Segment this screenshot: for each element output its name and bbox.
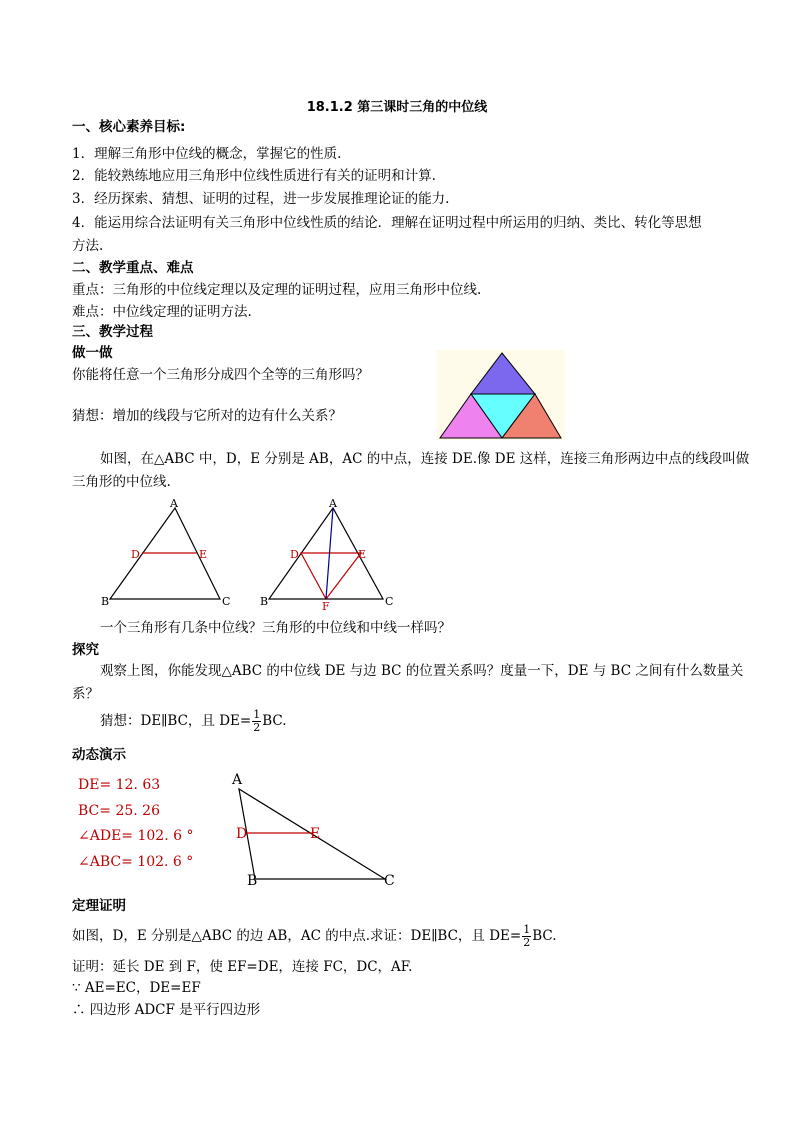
- fraction-denominator: 2: [523, 936, 531, 949]
- measurement-bc: BC= 25. 26: [78, 803, 160, 819]
- label-a: A: [170, 497, 178, 510]
- label-a: A: [329, 497, 337, 510]
- subheading-explore: 探究: [72, 642, 99, 658]
- proof-statement-suffix: BC.: [532, 928, 557, 944]
- proof-statement: [72, 922, 557, 950]
- question-text: 一个三角形有几条中位线？三角形的中位线和中线一样吗？: [100, 620, 451, 636]
- question-text: 你能将任意一个三角形分成四个全等的三角形吗？: [72, 367, 369, 383]
- key-point: 重点：三角形的中位线定理以及定理的证明过程，应用三角形中位线.: [72, 282, 482, 298]
- goal-item: 3．经历探索、猜想、证明的过程，进一步发展推理论证的能力.: [72, 191, 450, 207]
- guess-suffix: BC.: [262, 713, 287, 729]
- measurement-angle-abc: ∠ABC= 102. 6 °: [78, 854, 194, 870]
- fraction-half: [252, 709, 261, 734]
- guess-formula: [100, 707, 287, 735]
- goal-item: 4．能运用综合法证明有关三角形中位线性质的结论．理解在证明过程中所运用的归纳、类比、转化等思想: [72, 215, 702, 231]
- label-b: B: [101, 595, 110, 608]
- triangle-midlines-median-figure: [255, 495, 400, 615]
- label-c: C: [384, 873, 395, 889]
- observe-text: 系？: [72, 686, 99, 702]
- subheading-proof: 定理证明: [72, 898, 126, 914]
- label-d: D: [131, 548, 140, 561]
- proof-line: ∵ AE=EC，DE=EF: [72, 980, 201, 996]
- definition-text: 三角形的中位线.: [72, 474, 171, 490]
- proof-statement-prefix: 如图，D，E 分别是△ABC 的边 AB，AC 的中点.求证：DE∥BC，且 DE=: [72, 928, 522, 944]
- guess-prefix: 猜想：DE∥BC，且 DE=: [100, 713, 252, 729]
- goal-item: 方法.: [72, 238, 104, 254]
- measurement-angle-ade: ∠ADE= 102. 6 °: [78, 828, 194, 844]
- fraction-half: [522, 924, 531, 949]
- section-heading-goals: 一、核心素养目标:: [72, 119, 186, 135]
- fraction-numerator: 1: [253, 708, 261, 721]
- goal-item: 1．理解三角形中位线的概念，掌握它的性质.: [72, 146, 342, 162]
- proof-line: 证明：延长 DE 到 F，使 EF=DE，连接 FC，DC，AF.: [72, 959, 413, 975]
- label-d: D: [236, 826, 248, 842]
- guess-text: 猜想：增加的线段与它所对的边有什么关系？: [72, 408, 342, 424]
- measurement-de: DE= 12. 63: [78, 777, 161, 793]
- label-e: E: [310, 826, 321, 842]
- midline-triangle-def: [301, 553, 361, 599]
- label-c: C: [222, 595, 231, 608]
- fraction-numerator: 1: [523, 923, 531, 936]
- label-f: F: [322, 600, 330, 613]
- goal-item: 2．能较熟练地应用三角形中位线性质进行有关的证明和计算.: [72, 168, 436, 184]
- section-heading-process: 三、教学过程: [72, 324, 153, 340]
- dynamic-demo-figure: [225, 765, 405, 893]
- observe-text: 观察上图，你能发现△ABC 的中位线 DE 与边 BC 的位置关系吗？度量一下，DE 与 BC 之间有什么数量关: [100, 663, 744, 679]
- fraction-denominator: 2: [253, 721, 261, 734]
- label-c: C: [385, 595, 394, 608]
- triangle-midline-figure: [100, 495, 240, 610]
- label-e: E: [199, 548, 208, 561]
- label-e: E: [358, 548, 367, 561]
- proof-line: ∴ 四边形 ADCF 是平行四边形: [72, 1002, 261, 1018]
- subheading-demo: 动态演示: [72, 747, 126, 763]
- label-a: A: [232, 772, 243, 788]
- section-heading-key-points: 二、教学重点、难点: [72, 260, 194, 276]
- four-triangles-figure: [437, 350, 565, 440]
- label-b: B: [247, 873, 258, 889]
- page-title: 18.1.2 第三课时三角的中位线: [306, 100, 488, 115]
- subheading-do: 做一做: [72, 345, 113, 361]
- label-d: D: [290, 548, 299, 561]
- difficult-point: 难点：中位线定理的证明方法.: [72, 304, 252, 320]
- definition-text: 如图，在△ABC 中，D，E 分别是 AB，AC 的中点，连接 DE.像 DE 这样，连接三角形两边中点的线段叫做: [100, 451, 750, 467]
- label-b: B: [260, 595, 269, 608]
